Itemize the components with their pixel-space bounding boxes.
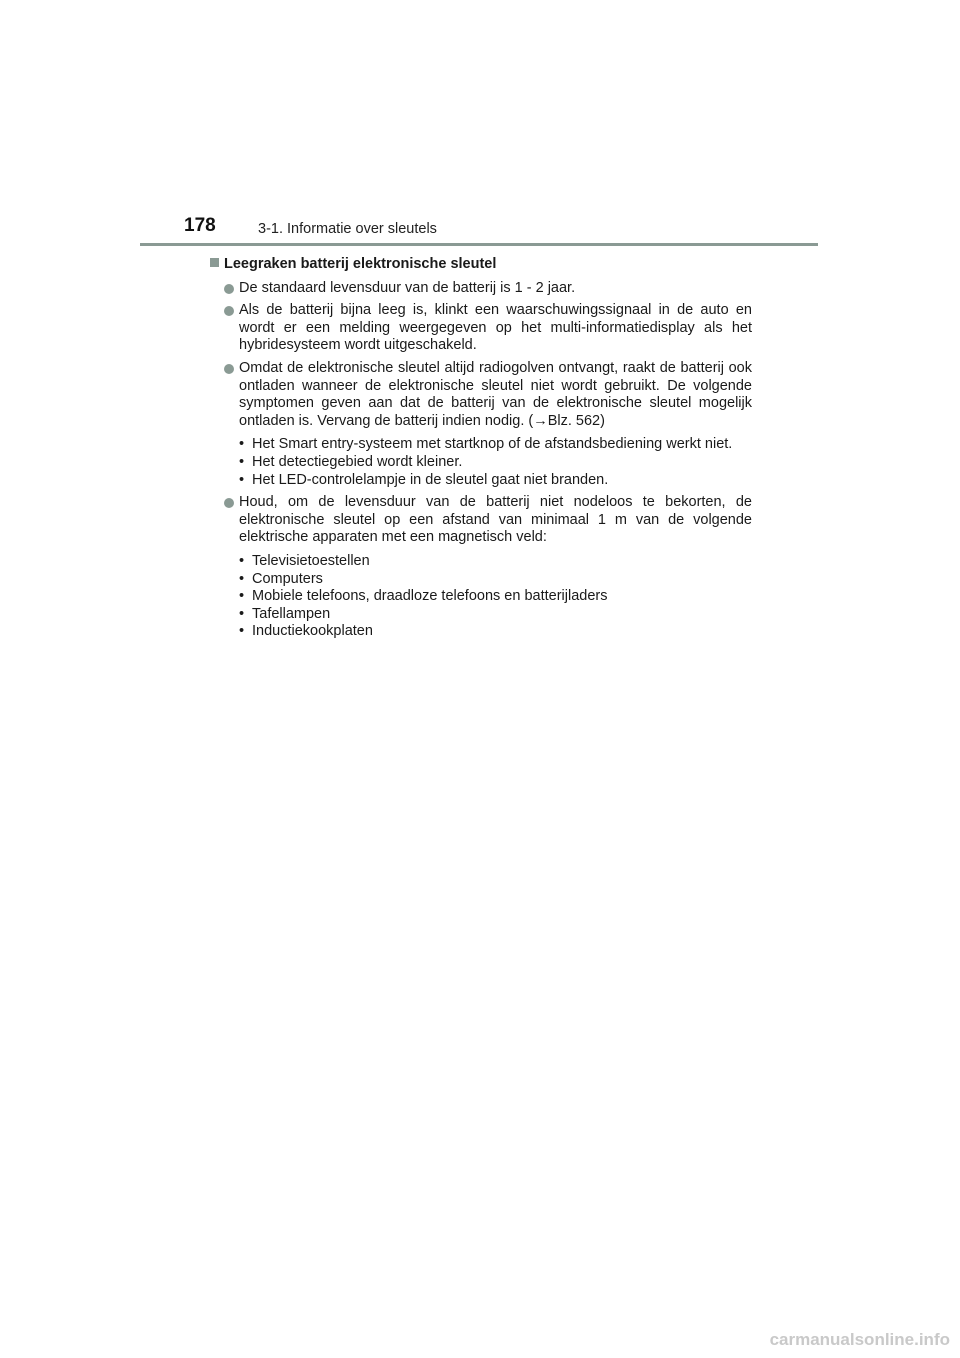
section-title: 3-1. Informatie over sleutels xyxy=(258,221,437,237)
sub-list-item xyxy=(239,571,752,589)
circle-bullet-icon xyxy=(224,306,234,316)
sub-list-item xyxy=(239,588,752,606)
sub-list xyxy=(210,553,752,641)
circle-bullet-icon xyxy=(224,284,234,294)
dot-bullet-icon: • xyxy=(239,471,245,488)
watermark: carmanualsonline.info xyxy=(769,1330,950,1349)
circle-bullet-icon xyxy=(224,364,234,374)
bullet-item xyxy=(210,494,752,547)
sub-list-text: Televisietoestellen xyxy=(252,552,370,569)
sub-list-item xyxy=(239,606,752,624)
sub-list xyxy=(210,436,752,489)
dot-bullet-icon: • xyxy=(239,436,245,453)
content xyxy=(210,256,752,646)
circle-bullet-icon xyxy=(224,498,234,508)
section-heading-text: Leegraken batterij elektronische sleutel xyxy=(224,256,497,272)
dot-bullet-icon: • xyxy=(239,570,245,587)
bullet-text: Als de batterij bijna leeg is, klinkt een waarschuwingssignaal in de auto en wordt er een melding weergegeven op het multi-informatiedisplay als het hybridesysteem wordt uitgeschakeld. xyxy=(239,302,752,354)
bullet-text: Houd, om de levensduur van de batterij niet nodeloos te bekorten, de elektronische sleutel op een afstand van minimaal 1 m van de volgende elektrische apparaten met een magnetisch veld: xyxy=(239,494,752,546)
sub-list-text: Het Smart entry-systeem met startknop of de afstandsbediening werkt niet. xyxy=(252,436,733,453)
header-rule xyxy=(140,243,818,246)
sub-list-item xyxy=(239,436,752,454)
bullet-text: De standaard levensduur van de batterij is 1 - 2 jaar. xyxy=(239,279,576,296)
bullet-item xyxy=(210,360,752,430)
square-bullet-icon xyxy=(210,258,219,267)
bullet-item xyxy=(210,302,752,355)
dot-bullet-icon: • xyxy=(239,552,245,569)
sub-list-item xyxy=(239,623,752,641)
sub-list-text: Het LED-controlelampje in de sleutel gaat niet branden. xyxy=(252,471,609,488)
sub-list-text: Tafellampen xyxy=(252,605,331,622)
dot-bullet-icon: • xyxy=(239,605,245,622)
sub-list-item xyxy=(239,553,752,571)
sub-list-text: Mobiele telefoons, draadloze telefoons en batterijladers xyxy=(252,588,608,605)
dot-bullet-icon: • xyxy=(239,453,245,470)
dot-bullet-icon: • xyxy=(239,588,245,605)
sub-list-text: Het detectiegebied wordt kleiner. xyxy=(252,453,463,470)
sub-list-item xyxy=(239,454,752,472)
bullet-text: Omdat de elektronische sleutel altijd radiogolven ontvangt, raakt de batterij ook ontladen wanneer de elektronische sleutel niet wordt gebruikt. De volgende symptomen geven aan dat de batterij van de elektronische sleutel mogelijk ontladen is. Vervang de batterij indien nodig. (→Blz. 562) xyxy=(239,359,752,429)
section-heading xyxy=(210,256,752,274)
sub-list-text: Computers xyxy=(252,570,323,587)
dot-bullet-icon: • xyxy=(239,623,245,640)
page-number: 178 xyxy=(184,215,216,236)
sub-list-text: Inductiekookplaten xyxy=(252,623,373,640)
sub-list-item xyxy=(239,472,752,490)
bullet-item xyxy=(210,280,752,298)
